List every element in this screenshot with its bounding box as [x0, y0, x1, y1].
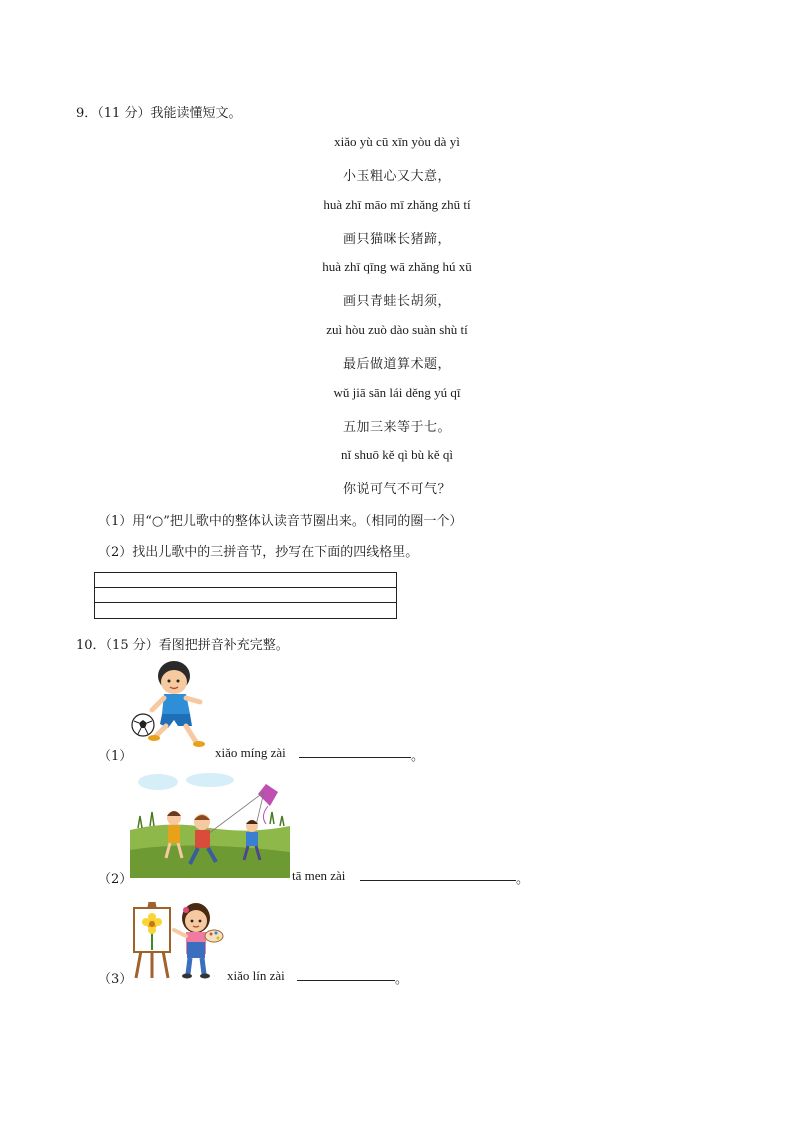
girl-painting-at-easel-picture	[130, 896, 226, 980]
poem-hanzi-line: 小玉粗心又大意，	[342, 169, 451, 184]
poem-pinyin-line: wǔ jiā sān lái děng yú qī	[333, 385, 461, 400]
q10-header: 10．（15 分）看图把拼音补充完整。	[76, 638, 289, 653]
poem-pinyin-line: huà zhī qīng wā zhǎng hú xū	[322, 259, 472, 274]
q9-header: 9．（11 分）我能读懂短文。	[76, 106, 242, 121]
q10-item-1-pinyin: xiǎo míng zài	[215, 745, 286, 760]
poem-hanzi-line: 画只猫咪长猪蹄，	[342, 232, 451, 247]
poem-hanzi-line: 最后做道算术题，	[342, 357, 451, 372]
q10-item-2-pinyin: tā men zài	[292, 868, 346, 883]
q10-item-1-number: （1）	[98, 749, 133, 764]
poem-pinyin-line: nǐ shuō kě qì bù kě qì	[341, 447, 453, 462]
poem-pinyin-line: huà zhī māo mī zhǎng zhū tí	[323, 197, 471, 212]
q10-item-3-number: （3）	[98, 972, 133, 987]
q9-subquestion-1: （1）用“○”把儿歌中的整体认读音节圈出来。（相同的圈一个）	[98, 514, 463, 529]
q9-subquestion-2: （2）找出儿歌中的三拼音节，抄写在下面的四线格里。	[98, 545, 419, 560]
q10-item-3-pinyin: xiǎo lín zài	[227, 968, 285, 983]
q10-item-2-answer-line[interactable]	[360, 868, 516, 885]
q10-item-2-number: （2）	[98, 872, 133, 887]
poem-hanzi-line: 你说可气不可气？	[342, 482, 451, 497]
q10-item-1-answer-line[interactable]	[299, 745, 411, 762]
boy-playing-soccer-picture	[130, 656, 214, 750]
q10-item-1-period: 。	[411, 749, 425, 764]
q10-item-2-period: 。	[516, 872, 530, 887]
poem-pinyin-line: xiǎo yù cū xīn yòu dà yì	[334, 134, 460, 149]
poem-hanzi-line: 五加三来等于七。	[342, 420, 451, 435]
q10-item-3-answer-line[interactable]	[297, 968, 395, 985]
poem-hanzi-line: 画只青蛙长胡须，	[342, 294, 451, 309]
q10-item-3-period: 。	[395, 972, 409, 987]
poem-pinyin-line: zuì hòu zuò dào suàn shù tí	[326, 322, 468, 337]
children-flying-kite-picture	[130, 770, 290, 878]
four-line-writing-grid[interactable]	[94, 572, 397, 619]
